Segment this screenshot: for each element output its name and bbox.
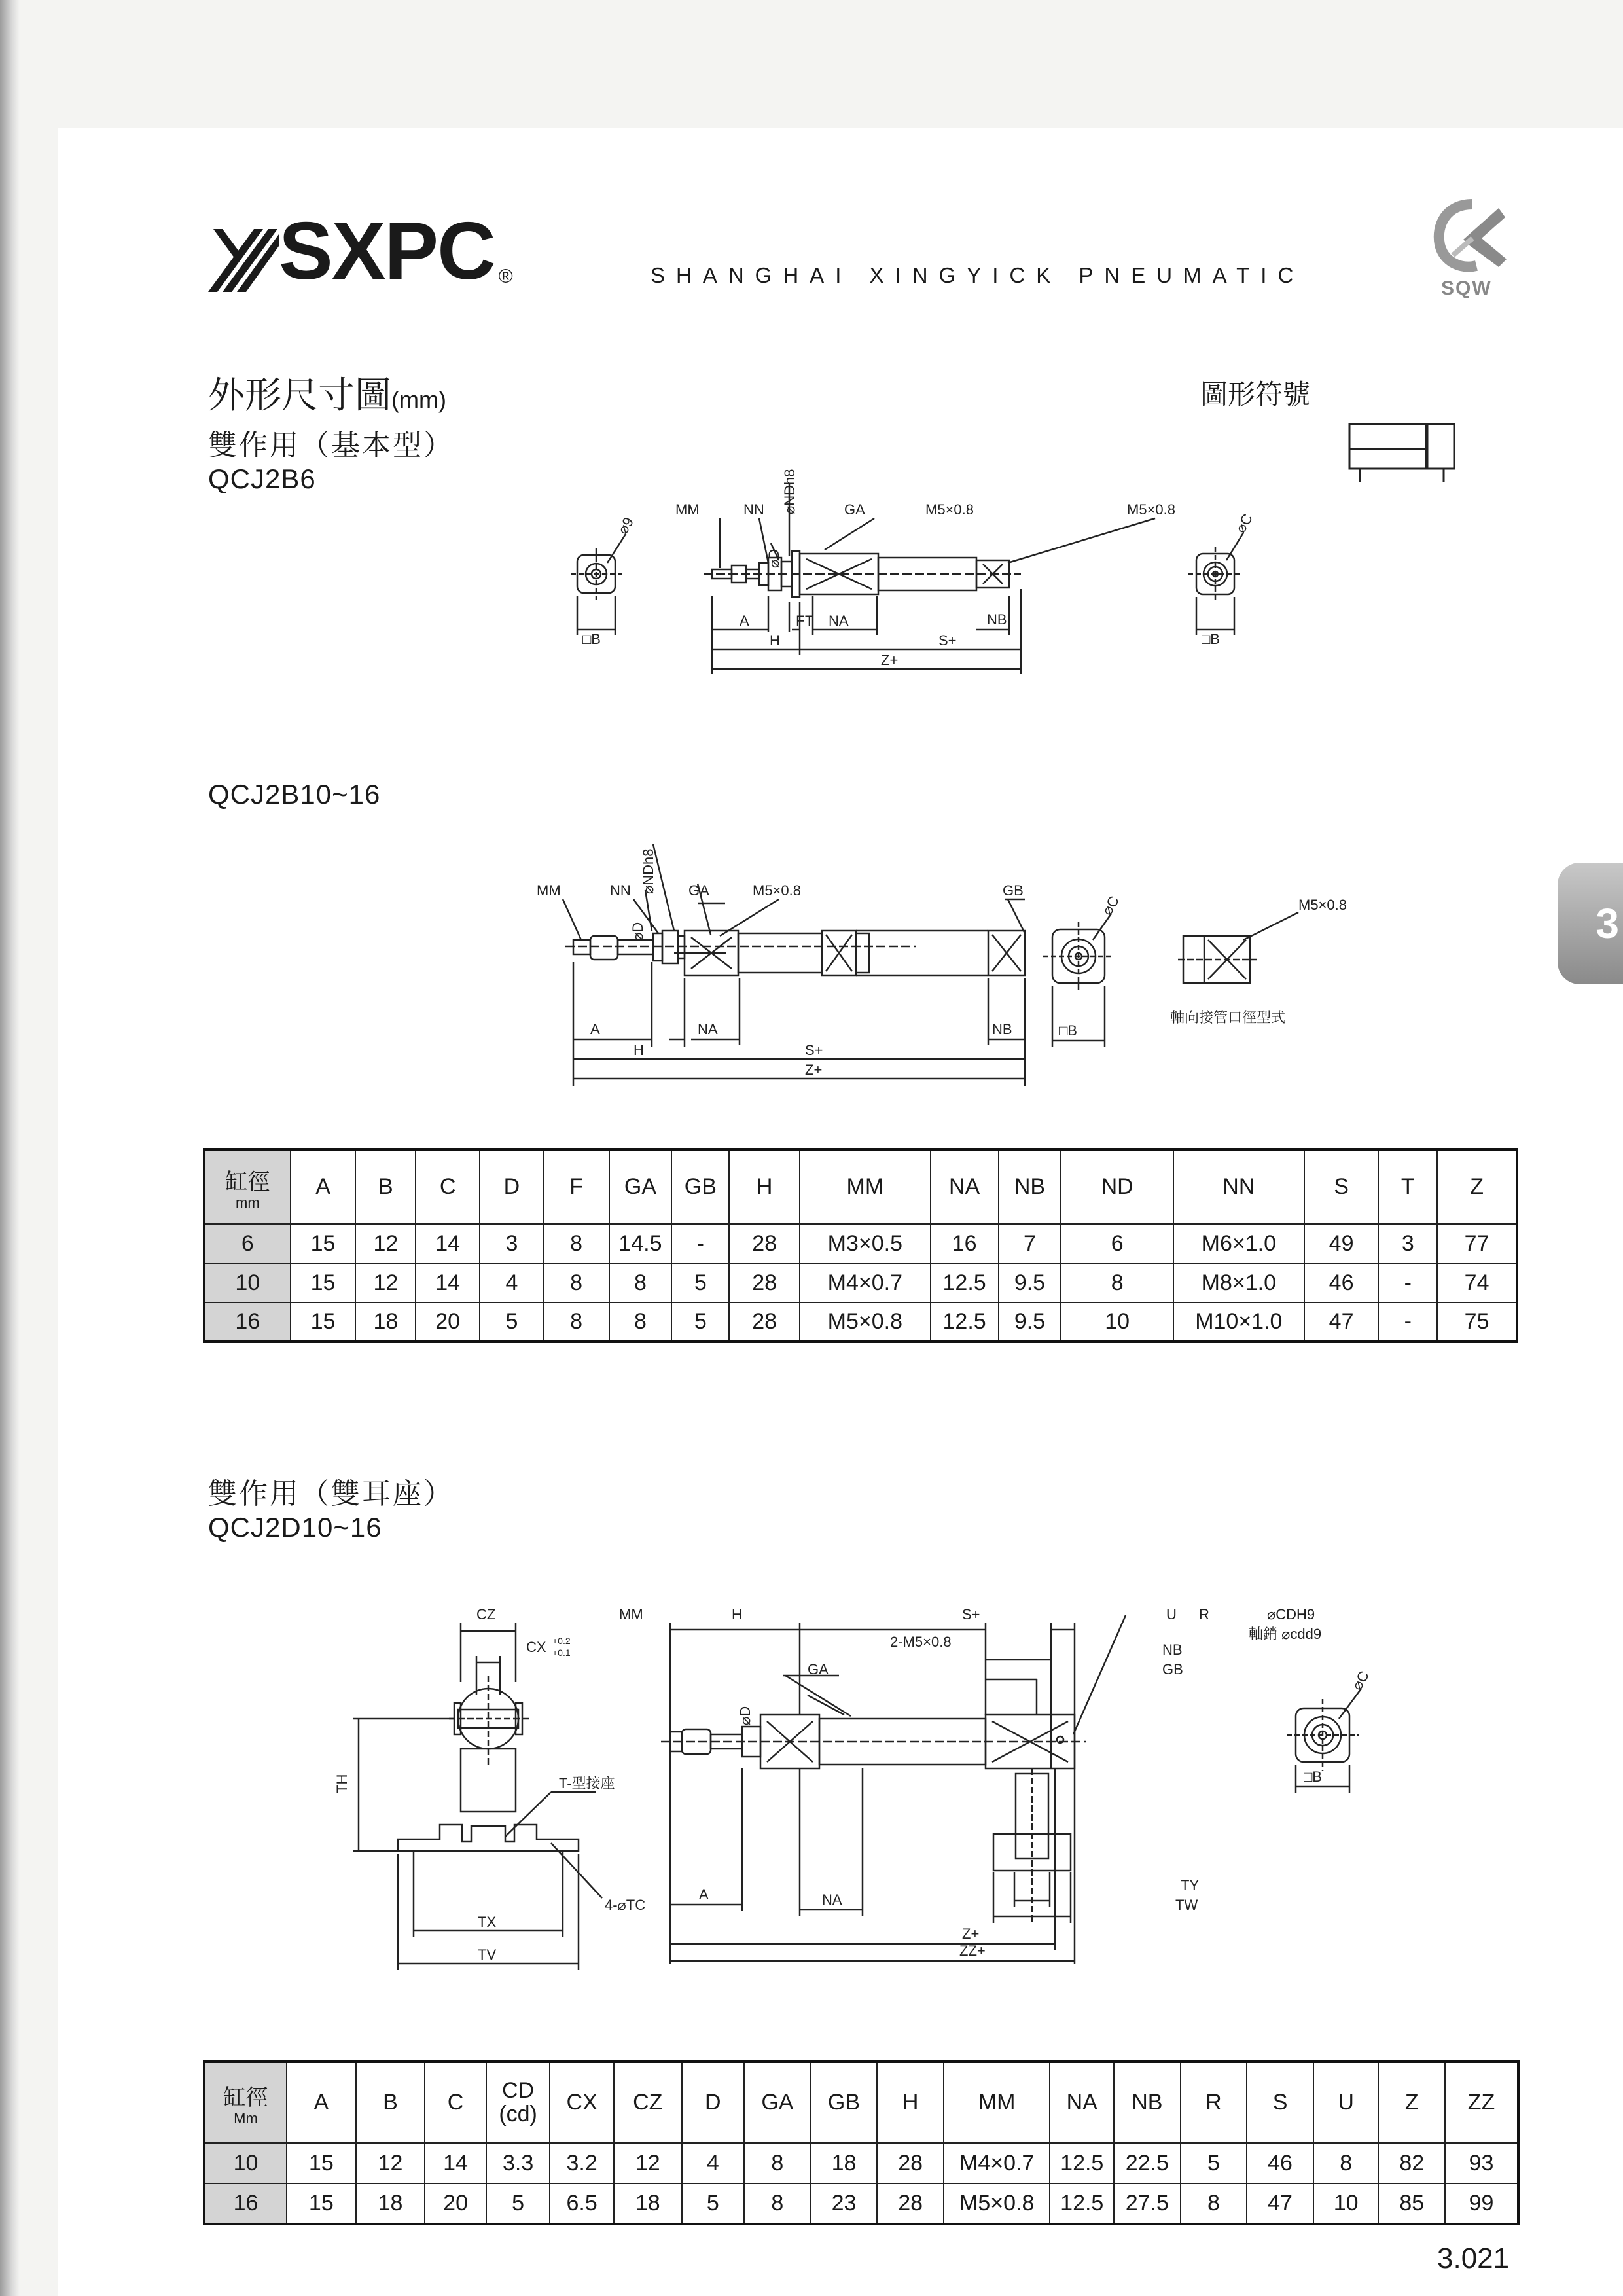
table-cell: 28 <box>729 1224 800 1263</box>
table-cell: 8 <box>744 2183 811 2224</box>
model-qcj2d10-16: QCJ2D10~16 <box>208 1512 382 1543</box>
label-cz: CZ <box>476 1606 496 1623</box>
label-nb: NB <box>992 1021 1012 1037</box>
table-cell: - <box>1378 1302 1437 1342</box>
table-cell: M4×0.7 <box>800 1263 931 1302</box>
table-cell: 5 <box>671 1263 729 1302</box>
header-cell: U <box>1313 2062 1379 2143</box>
table-cell: 8 <box>1181 2183 1247 2224</box>
table-cell: 10 <box>204 2143 287 2183</box>
table-cell: 8 <box>1313 2143 1379 2183</box>
table-cell: M5×0.8 <box>944 2183 1050 2224</box>
label-nn: NN <box>610 882 631 899</box>
table-cell: 6.5 <box>550 2183 614 2224</box>
table-cell: 20 <box>416 1302 480 1342</box>
label-d: ⌀D <box>766 548 782 568</box>
label-ga: GA <box>808 1661 829 1677</box>
table-cell: 82 <box>1378 2143 1445 2183</box>
symbol-label: 圖形符號 <box>1200 379 1311 410</box>
header-cell: NN <box>1173 1149 1304 1224</box>
table-cell: 8 <box>1061 1263 1173 1302</box>
label-mm: MM <box>675 501 700 518</box>
table-cell: 14 <box>425 2143 486 2183</box>
table-cell: 12.5 <box>931 1263 999 1302</box>
label-pin: 軸銷 ⌀cdd9 <box>1249 1626 1322 1642</box>
table-cell: 10 <box>1313 2183 1379 2224</box>
header-cell: B <box>356 2062 425 2143</box>
label-cx-tol-upper: +0.2 <box>552 1636 571 1646</box>
label-tc: 4-⌀TC <box>605 1897 646 1913</box>
table-cell: 28 <box>729 1302 800 1342</box>
label-u: U <box>1166 1606 1177 1623</box>
header-cell: R <box>1181 2062 1247 2143</box>
label-d: ⌀D <box>630 922 646 941</box>
model-qcj2b6: QCJ2B6 <box>208 463 316 494</box>
table-cell: 18 <box>614 2183 682 2224</box>
spec-table-b <box>203 1148 1518 1343</box>
table-cell: M4×0.7 <box>944 2143 1050 2183</box>
table-cell: 15 <box>291 1224 356 1263</box>
label-m5-b: M5×0.8 <box>1127 501 1175 518</box>
table-row <box>204 2183 1518 2224</box>
table-cell: 15 <box>291 1302 356 1342</box>
header-cell: B <box>355 1149 416 1224</box>
company-name: SHANGHAI XINGYICK PNEUMATIC <box>651 263 1305 287</box>
table-cell: 15 <box>287 2183 356 2224</box>
table-row <box>204 1263 1517 1302</box>
label-phic: ⌀C <box>1348 1668 1372 1693</box>
table-cell: 8 <box>544 1263 609 1302</box>
spec-table-d <box>203 2060 1520 2225</box>
table-cell: 16 <box>204 1302 291 1342</box>
table-cell: 12.5 <box>1050 2183 1114 2224</box>
header-cell: GA <box>744 2062 811 2143</box>
label-a: A <box>699 1886 709 1903</box>
label-r: R <box>1199 1606 1209 1623</box>
table-cell: - <box>671 1224 729 1263</box>
label-d: ⌀D <box>737 1706 753 1725</box>
table-cell: 18 <box>811 2143 878 2183</box>
label-ga: GA <box>688 882 709 899</box>
cylinder-barrel <box>738 933 822 973</box>
header-cell: D <box>682 2062 745 2143</box>
label-b-right: □B <box>1202 631 1220 647</box>
label-a: A <box>590 1021 600 1037</box>
label-b: □B <box>1059 1022 1077 1039</box>
header-cell: D <box>480 1149 544 1224</box>
label-ndh8: ⌀NDh8 <box>781 469 798 514</box>
table-header-row <box>204 2062 1518 2143</box>
table-cell: 99 <box>1445 2183 1518 2224</box>
table-cell: 5 <box>480 1302 544 1342</box>
table-cell: 12 <box>355 1224 416 1263</box>
brand-name: SXPC <box>279 206 495 296</box>
table-cell: M3×0.5 <box>800 1224 931 1263</box>
label-ga: GA <box>844 501 865 518</box>
table-cell: 12 <box>355 1263 416 1302</box>
table-cell: 20 <box>425 2183 486 2224</box>
header-cell: GB <box>671 1149 729 1224</box>
label-phic: ⌀C <box>1232 511 1256 536</box>
brand-stripes-icon <box>208 229 279 292</box>
table-cell: 3 <box>480 1224 544 1263</box>
label-nb: NB <box>987 611 1007 628</box>
sqw-logo-icon <box>1427 196 1518 281</box>
table-cell: 47 <box>1247 2183 1313 2224</box>
label-tx: TX <box>478 1914 497 1930</box>
drawing-qcj2b6 <box>563 458 1296 681</box>
label-zz: ZZ+ <box>959 1943 986 1959</box>
table-cell: 9.5 <box>999 1302 1061 1342</box>
header-cell: H <box>729 1149 800 1224</box>
section1-subtitle: 雙作用（基本型） <box>208 429 454 461</box>
table-header-row <box>204 1149 1517 1224</box>
table-cell: 28 <box>729 1263 800 1302</box>
header-cell: C <box>416 1149 480 1224</box>
table-cell: 8 <box>744 2143 811 2183</box>
header-cell: CD (cd) <box>486 2062 550 2143</box>
label-na: NA <box>822 1892 842 1908</box>
header-cell: MM <box>800 1149 931 1224</box>
table-cell: 77 <box>1437 1224 1517 1263</box>
label-gb: GB <box>1003 882 1024 899</box>
label-b: □B <box>1304 1768 1322 1785</box>
table-cell: M8×1.0 <box>1173 1263 1304 1302</box>
label-m5: 2-M5×0.8 <box>890 1634 952 1650</box>
header-cell: A <box>291 1149 356 1224</box>
header-cell: 缸徑 Mm <box>204 2062 287 2143</box>
table-cell: 16 <box>931 1224 999 1263</box>
label-b-left: □B <box>582 631 601 647</box>
table-cell: 8 <box>609 1302 672 1342</box>
section-title-text: 外形尺寸圖 <box>208 374 391 416</box>
table-cell: 9.5 <box>999 1263 1061 1302</box>
header-cell: NA <box>931 1149 999 1224</box>
label-cx-tol-lower: +0.1 <box>552 1647 571 1658</box>
table-cell: 4 <box>682 2143 745 2183</box>
table-cell: 22.5 <box>1114 2143 1181 2183</box>
label-ty: TY <box>1181 1877 1200 1893</box>
table-cell: 75 <box>1437 1302 1517 1342</box>
header-cell: MM <box>944 2062 1050 2143</box>
cylinder-symbol-icon <box>1348 419 1459 484</box>
table-cell: 5 <box>671 1302 729 1342</box>
table-cell: 3.3 <box>486 2143 550 2183</box>
axial-port-note: 軸向接管口徑型式 <box>1170 1009 1286 1026</box>
label-na: NA <box>829 613 849 629</box>
table-cell: 46 <box>1247 2143 1313 2183</box>
table-cell: 18 <box>355 1302 416 1342</box>
table-cell: 27.5 <box>1114 2183 1181 2224</box>
header-cell: F <box>544 1149 609 1224</box>
table-cell: M6×1.0 <box>1173 1224 1304 1263</box>
table-cell: 5 <box>486 2183 550 2224</box>
label-cdh9: ⌀CDH9 <box>1267 1606 1315 1623</box>
sqw-logo <box>1427 196 1518 308</box>
table-cell: 14 <box>416 1263 480 1302</box>
table-row <box>204 1224 1517 1263</box>
table-cell: 12 <box>356 2143 425 2183</box>
table-cell: 14.5 <box>609 1224 672 1263</box>
header-cell: CX <box>550 2062 614 2143</box>
table-cell: 28 <box>877 2183 944 2224</box>
table-cell: 74 <box>1437 1263 1517 1302</box>
header-cell: CZ <box>614 2062 682 2143</box>
table-cell: 5 <box>1181 2143 1247 2183</box>
table-cell: 47 <box>1304 1302 1379 1342</box>
table-cell: 15 <box>287 2143 356 2183</box>
label-mm: MM <box>619 1606 643 1623</box>
table-cell: 6 <box>1061 1224 1173 1263</box>
label-m5-b: M5×0.8 <box>1298 897 1347 913</box>
header-cell: T <box>1378 1149 1437 1224</box>
drawing-qcj2b10-16 <box>524 818 1394 1093</box>
label-h: H <box>732 1606 742 1623</box>
page-number: 3.021 <box>1437 2242 1510 2274</box>
label-phi9: ⌀9 <box>614 514 637 537</box>
label-m5-a: M5×0.8 <box>753 882 801 899</box>
registered-mark: ® <box>498 266 513 287</box>
table-cell: 85 <box>1378 2183 1445 2224</box>
header-cell: ZZ <box>1445 2062 1518 2143</box>
table-cell: 10 <box>204 1263 291 1302</box>
table-cell: 10 <box>1061 1302 1173 1342</box>
scan-left-edge <box>0 0 20 2296</box>
label-tw: TW <box>1175 1897 1198 1913</box>
table-cell: M5×0.8 <box>800 1302 931 1342</box>
header-cell: ND <box>1061 1149 1173 1224</box>
table-cell: - <box>1378 1263 1437 1302</box>
table-cell: 16 <box>204 2183 287 2224</box>
label-z: Z+ <box>805 1062 823 1078</box>
header-cell: GA <box>609 1149 672 1224</box>
table-cell: 46 <box>1304 1263 1379 1302</box>
table-cell: 93 <box>1445 2143 1518 2183</box>
table-cell: 12 <box>614 2143 682 2183</box>
label-h: H <box>770 632 780 649</box>
label-gb: GB <box>1162 1661 1183 1677</box>
table-row <box>204 2143 1518 2183</box>
table-cell: 7 <box>999 1224 1061 1263</box>
label-nn: NN <box>743 501 764 518</box>
header-cell: NA <box>1050 2062 1114 2143</box>
label-mm: MM <box>537 882 561 899</box>
table-cell: 12.5 <box>931 1302 999 1342</box>
table-cell: 49 <box>1304 1224 1379 1263</box>
header-cell: A <box>287 2062 356 2143</box>
table-cell: 18 <box>356 2183 425 2224</box>
model-qcj2b10-16: QCJ2B10~16 <box>208 779 381 810</box>
table-cell: 28 <box>877 2143 944 2183</box>
label-t-mount: T-型接座 <box>559 1775 615 1791</box>
header-cell: H <box>877 2062 944 2143</box>
table-cell: 8 <box>544 1302 609 1342</box>
header-cell: S <box>1304 1149 1379 1224</box>
t-bracket <box>398 1825 579 1851</box>
section-title-unit: (mm) <box>391 386 446 413</box>
header-cell: NB <box>1114 2062 1181 2143</box>
label-na: NA <box>698 1021 718 1037</box>
label-z: Z+ <box>881 652 899 668</box>
label-cx: CX <box>526 1639 546 1655</box>
label-h: H <box>633 1042 644 1058</box>
table-cell: 4 <box>480 1263 544 1302</box>
label-tv: TV <box>478 1946 497 1963</box>
header-cell: GB <box>811 2062 878 2143</box>
label-s: S+ <box>962 1606 980 1623</box>
label-a: A <box>740 613 749 629</box>
header-cell: Z <box>1378 2062 1445 2143</box>
chapter-side-tab: 3 <box>1558 863 1623 984</box>
table-cell: M10×1.0 <box>1173 1302 1304 1342</box>
label-phic: ⌀C <box>1098 893 1122 918</box>
table-cell: 12.5 <box>1050 2143 1114 2183</box>
label-f: F <box>796 613 805 629</box>
label-th: TH <box>334 1774 350 1793</box>
drawing-qcj2d10-16 <box>327 1597 1414 1977</box>
table-cell: 15 <box>291 1263 356 1302</box>
header-cell: NB <box>999 1149 1061 1224</box>
brand-logo <box>208 206 513 296</box>
label-z: Z+ <box>962 1926 980 1942</box>
table-cell: 14 <box>416 1224 480 1263</box>
label-t: T <box>805 613 814 629</box>
table-cell: 3 <box>1378 1224 1437 1263</box>
label-ndh8: ⌀NDh8 <box>640 848 656 894</box>
header-cell: S <box>1247 2062 1313 2143</box>
label-m5-a: M5×0.8 <box>925 501 974 518</box>
label-nb: NB <box>1162 1641 1183 1658</box>
table-row <box>204 1302 1517 1342</box>
sqw-logo-text: SQW <box>1441 278 1492 299</box>
section-title <box>208 367 446 419</box>
table-cell: 8 <box>609 1263 672 1302</box>
table-cell: 8 <box>544 1224 609 1263</box>
header-cell: Z <box>1437 1149 1517 1224</box>
header-cell: C <box>425 2062 486 2143</box>
label-s: S+ <box>938 632 957 649</box>
section3-subtitle: 雙作用（雙耳座） <box>208 1478 454 1510</box>
table-cell: 23 <box>811 2183 878 2224</box>
table-cell: 5 <box>682 2183 745 2224</box>
table-cell: 3.2 <box>550 2143 614 2183</box>
header-cell: 缸徑 mm <box>204 1149 291 1224</box>
table-cell: 6 <box>204 1224 291 1263</box>
label-s: S+ <box>805 1042 823 1058</box>
